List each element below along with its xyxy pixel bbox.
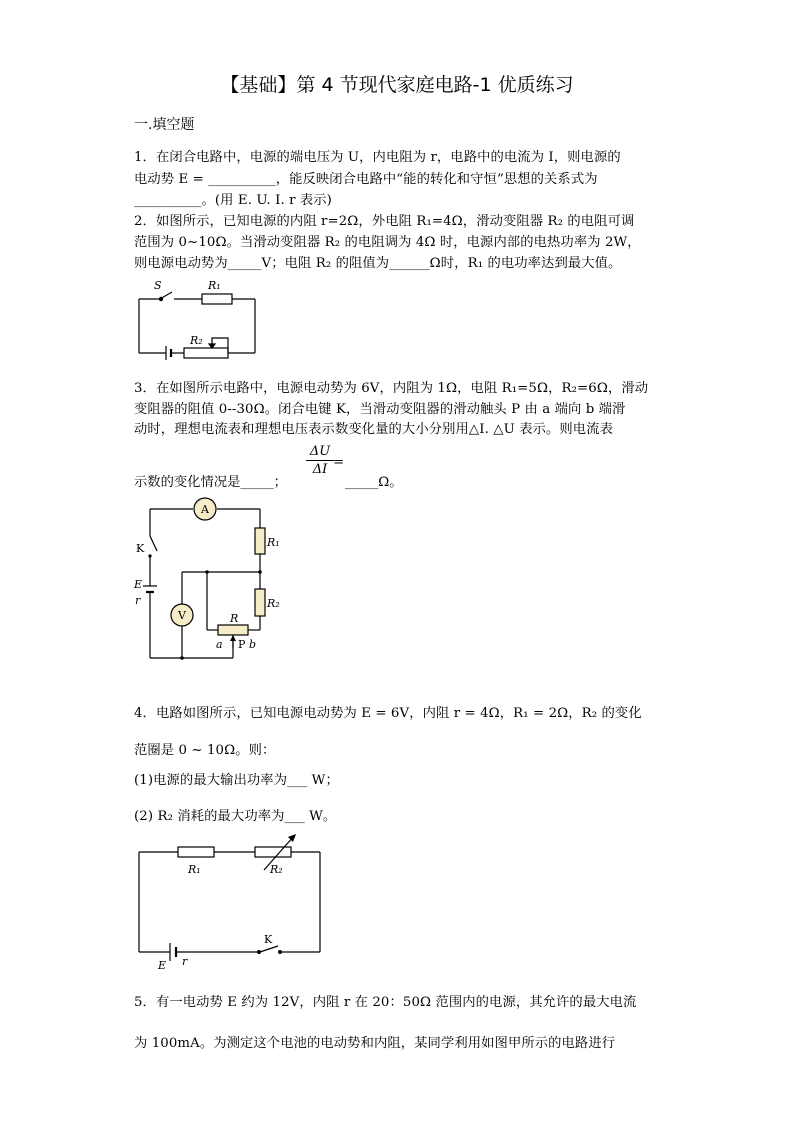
q2-switch-label: S: [154, 279, 162, 292]
q3-line2: 变阻器的阻值 0--30Ω。闭合电键 K，当滑动变阻器的滑动触头 P 由 a 端向 b 端滑: [134, 402, 626, 417]
q5-line2: 为 100mA。为测定这个电池的电动势和内阻，某同学利用如图甲所示的电路进行: [134, 1036, 616, 1051]
q4-line3: (1)电源的最大输出功率为___ W；: [134, 773, 339, 788]
q3-r1-label: R₁: [267, 536, 280, 549]
q4-line1: 4．电路如图所示，已知电源电动势为 E = 6V，内阻 r = 4Ω，R₁ = 2Ω，R₂ 的变化: [134, 706, 642, 721]
q3-line3: 动时，理想电流表和理想电压表示数变化量的大小分别用△I. △U 表示。则电流表: [134, 422, 613, 437]
q3-slider-p-label: P: [238, 638, 246, 651]
q5-line1: 5．有一电动势 E 约为 12V，内阻 r 在 20：50Ω 范围内的电源，其允许的最大电流: [134, 995, 637, 1010]
q3-ammeter-label: A: [201, 503, 209, 516]
q3-line4-start: 示数的变化情况是_____；: [134, 475, 287, 490]
q4-line2: 范圈是 0 ~ 10Ω。则：: [134, 743, 276, 758]
q1-line2: 电动势 E = __________，能反映闭合电路中“能的转化和守恒”思想的关系式为: [134, 172, 598, 187]
q3-fraction: [306, 444, 334, 477]
q4-switch-label: K: [264, 933, 273, 946]
page-title: 【基础】第 4 节现代家庭电路-1 优质练习: [220, 74, 574, 96]
q3-line4-end: _____Ω。: [345, 475, 403, 490]
q3-rheostat-label: R: [230, 612, 239, 625]
q3-voltmeter-label: V: [178, 609, 186, 622]
q3-fraction-num: ΔU: [306, 444, 334, 461]
q2-r1-label: R₁: [208, 279, 221, 292]
q1-line3: __________。(用 E. U. I. r 表示): [134, 193, 332, 208]
q4-line4: (2) R₂ 消耗的最大功率为___ W。: [134, 809, 337, 824]
q3-fraction-den: ΔI: [312, 462, 328, 477]
q3-internal-r-label: r: [135, 594, 141, 607]
q4-r2-label: R₂: [270, 863, 283, 876]
q3-end-b-label: b: [249, 638, 257, 651]
q3-equals: =: [333, 455, 345, 470]
q3-emf-label: E: [134, 578, 143, 591]
q3-line1: 3．在如图所示电路中，电源电动势为 6V，内阻为 1Ω，电阻 R₁=5Ω，R₂=6Ω，滑动: [134, 381, 649, 396]
q4-r1-label: R₁: [188, 863, 201, 876]
q3-switch-label: K: [136, 542, 145, 555]
section-heading: 一.填空题: [134, 117, 195, 133]
q2-line1: 2．如图所示，已知电源的内阻 r=2Ω，外电阻 R₁=4Ω，滑动变阻器 R₂ 的电阻可调: [134, 214, 635, 229]
q4-circuit-diagram: [130, 832, 330, 972]
q1-line1: 1．在闭合电路中，电源的端电压为 U，内电阻为 r，电路中的电流为 I，则电源的: [134, 150, 621, 165]
q4-emf-label: E: [158, 959, 167, 972]
q3-circuit-diagram: [130, 496, 280, 666]
q4-internal-r-label: r: [182, 955, 188, 968]
q3-end-a-label: a: [216, 638, 223, 651]
q2-line2: 范围为 0~10Ω。当滑动变阻器 R₂ 的电阻调为 4Ω 时，电源内部的电热功率为 2W，: [134, 235, 641, 250]
q3-r2-label: R₂: [267, 597, 280, 610]
q2-line3: 则电源电动势为_____V；电阻 R₂ 的阻值为______Ω时，R₁ 的电功率达到最大值。: [134, 256, 622, 271]
q2-r2-label: R₂: [190, 334, 203, 347]
q2-circuit-diagram: [130, 274, 270, 364]
